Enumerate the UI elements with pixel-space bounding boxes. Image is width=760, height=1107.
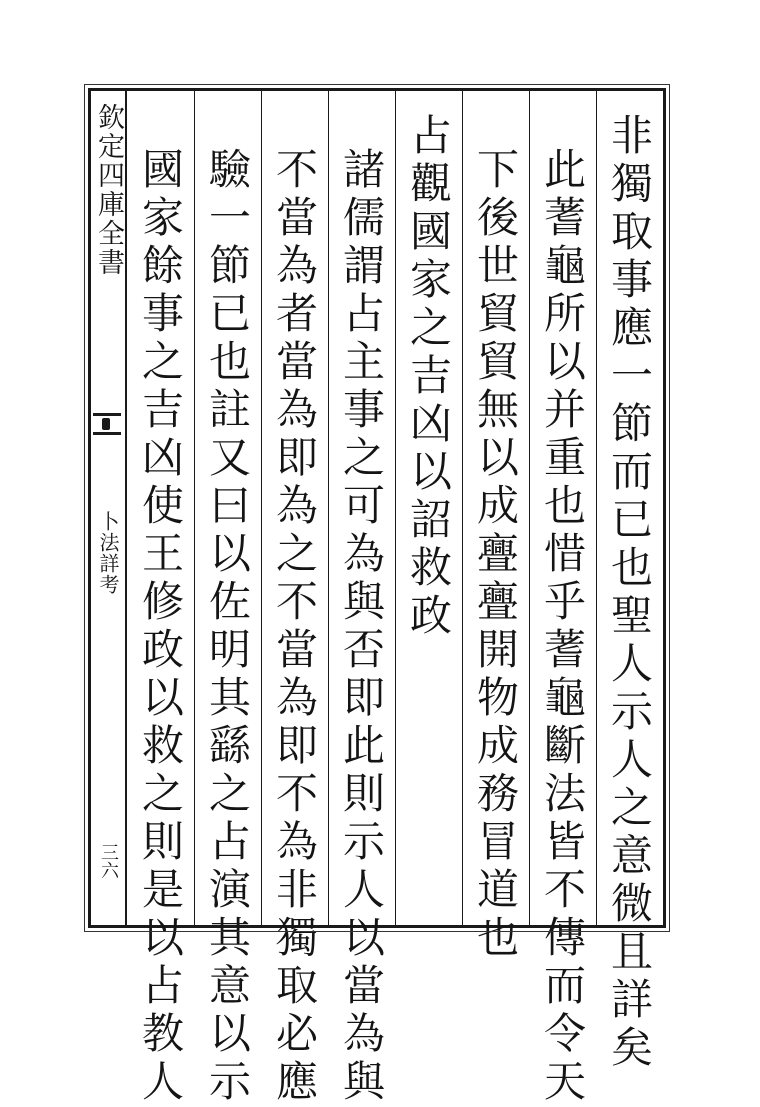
spine-margin: [91, 91, 127, 925]
text-column-5: [328, 91, 395, 1107]
section-title: 卜法詳考: [96, 511, 120, 595]
text-column-1: [596, 91, 663, 1073]
page-frame: [88, 88, 666, 1107]
text-column-4: [395, 91, 462, 925]
page-number: 三六: [98, 843, 119, 879]
column-text: 諸儒謂占主事之可為與否即此則示人以當為與: [337, 147, 386, 1107]
column-text: 驗一節已也註又曰以佐明其繇之占演其意以示: [203, 147, 252, 1107]
column-text: 國家餘事之吉凶使王修政以救之則是以占教人: [136, 147, 185, 1107]
text-column-2: [529, 91, 596, 1107]
column-text: 下後世貿貿無以成亹亹開物成務冒道也: [471, 147, 520, 963]
text-column-7: [194, 91, 261, 1107]
text-column-3: [462, 91, 529, 963]
column-text: 非獨取事應一節而已也聖人示人之意微且詳矣: [605, 113, 654, 1073]
text-column-6: [261, 91, 328, 1107]
fishtail-ornament-icon: [93, 413, 121, 435]
column-text: 占觀國家之吉凶以詔救政: [404, 113, 453, 641]
column-text: 此蓍龜所以并重也惜乎蓍龜斷法皆不傳而令天: [538, 147, 587, 1107]
book-title: 欽定四庫全書: [93, 103, 124, 277]
column-text: 不當為者當為即為之不當為即不為非獨取必應: [270, 147, 319, 1107]
text-column-8: [127, 91, 194, 1107]
